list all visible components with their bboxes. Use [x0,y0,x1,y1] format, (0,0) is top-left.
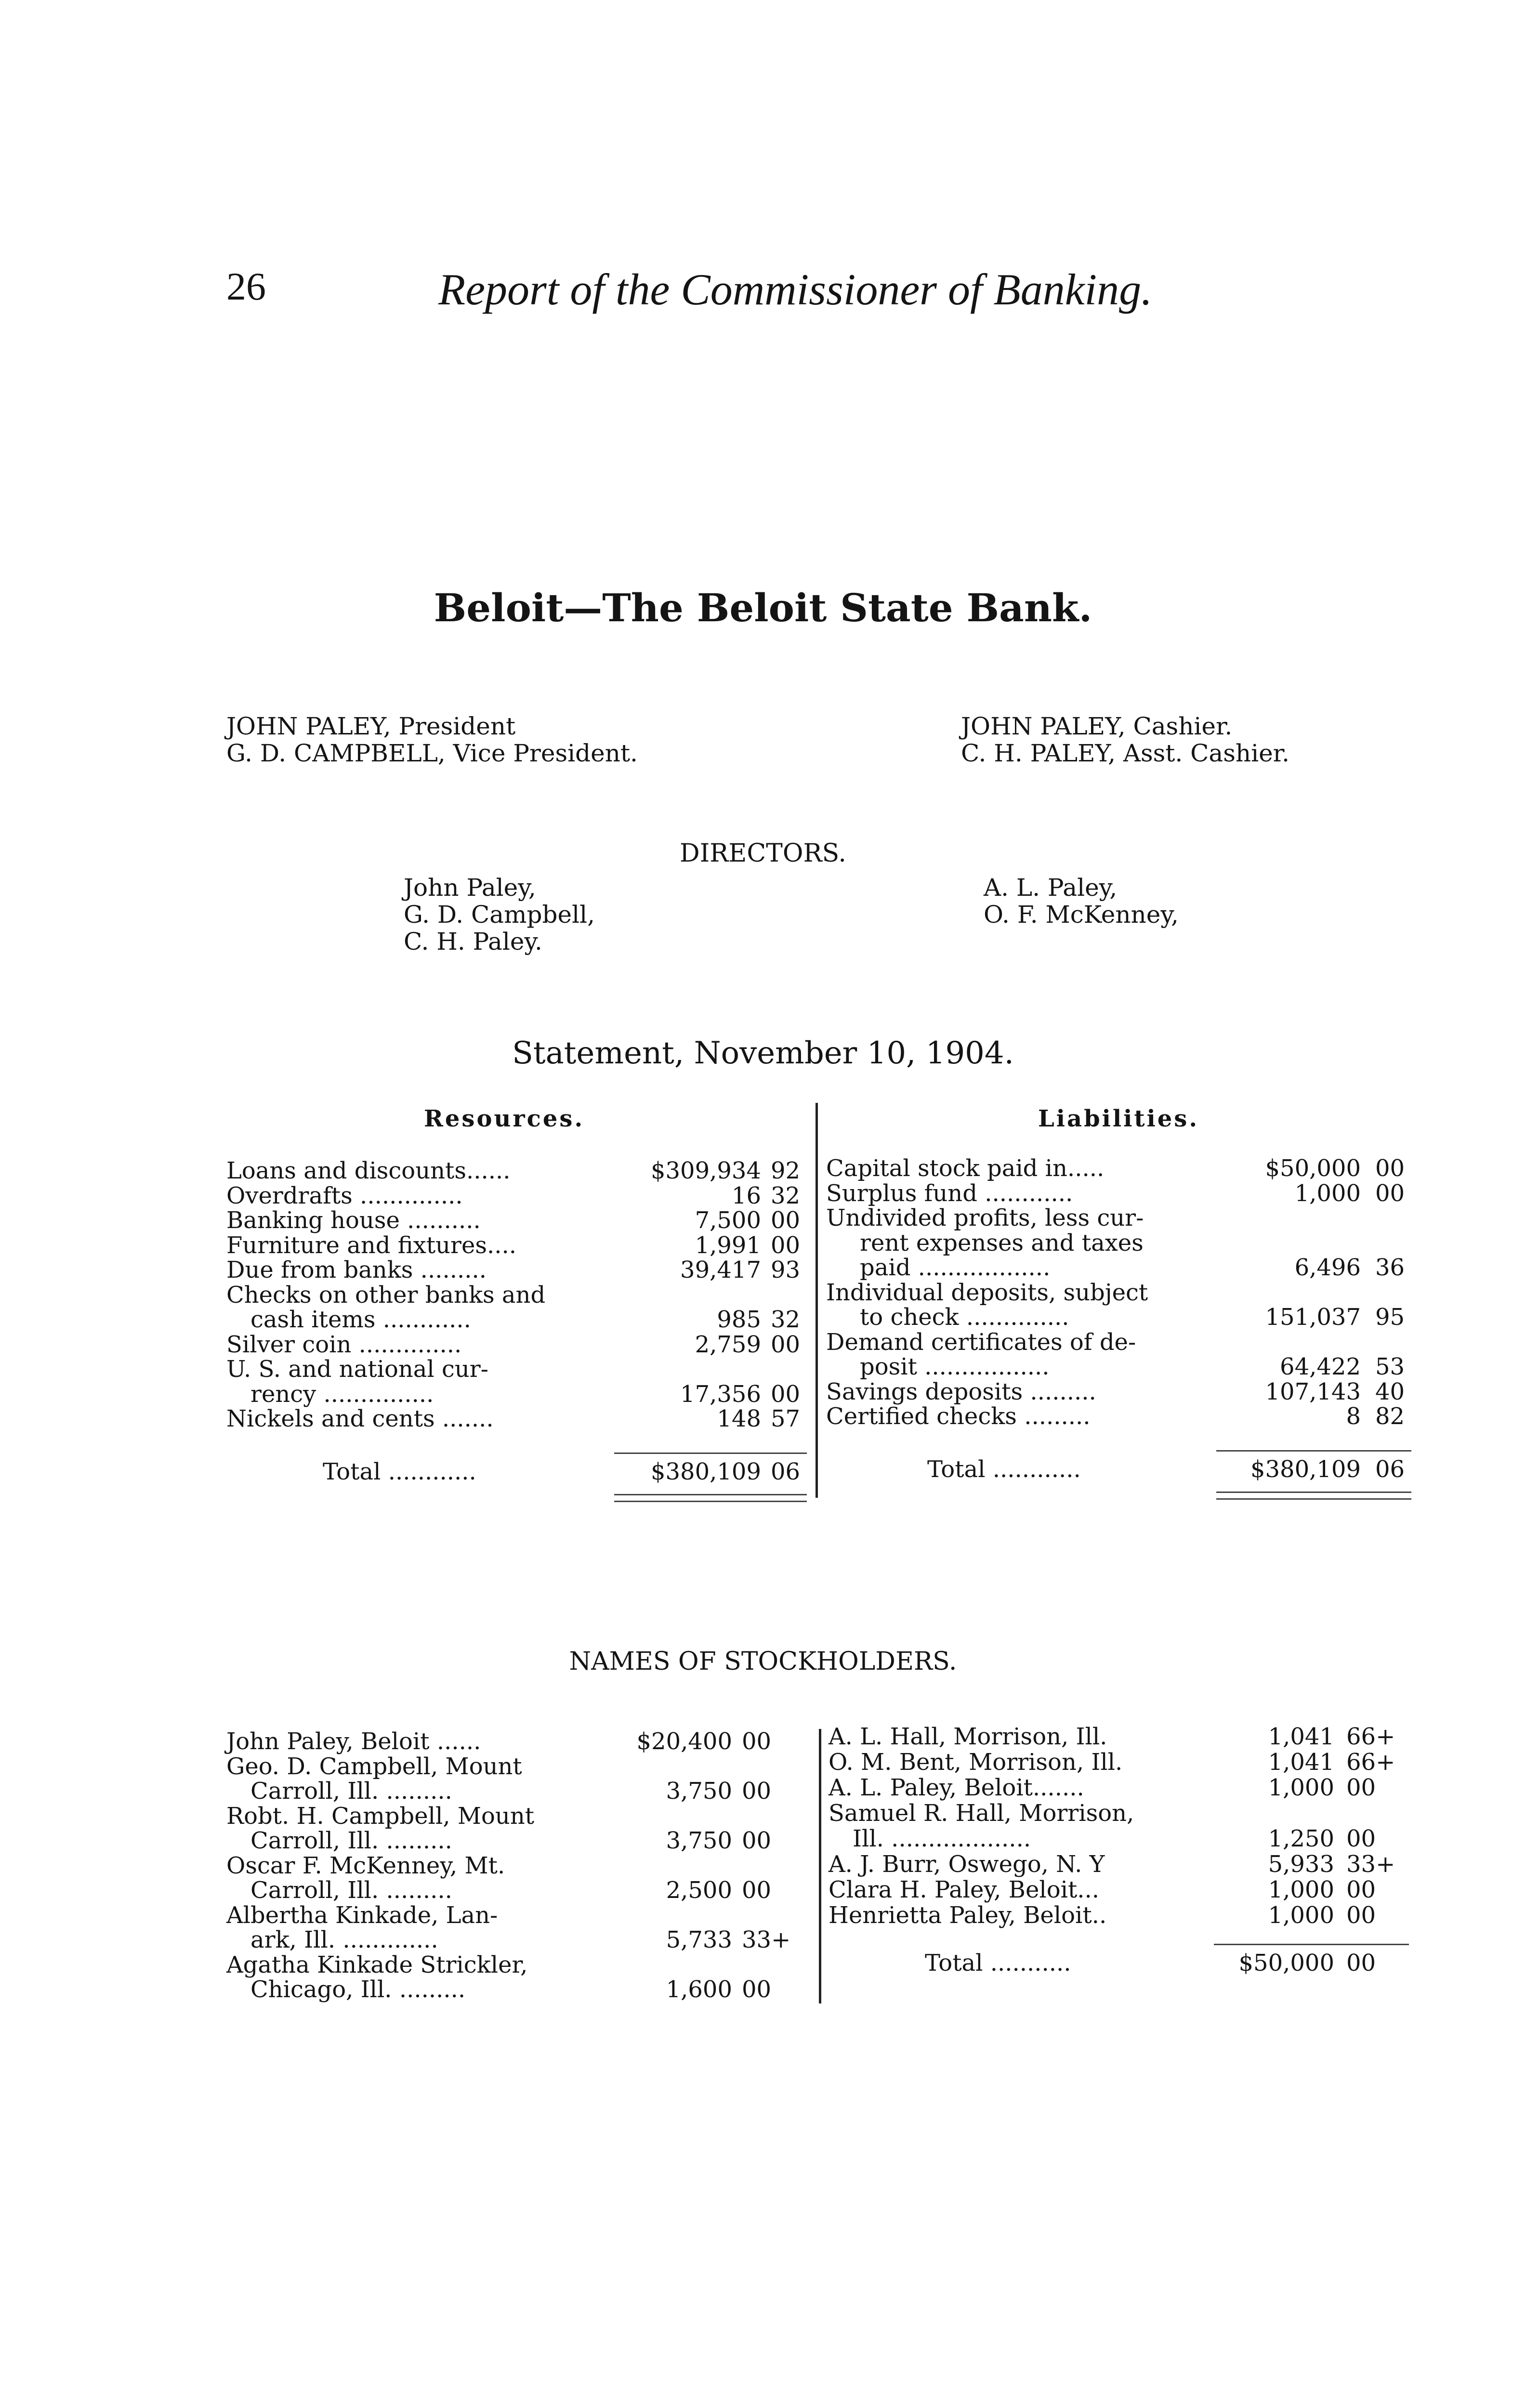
amount-cents: 00 [742,1877,772,1904]
amount-dollars: 39,417 [680,1256,761,1283]
stockholder-row [226,1804,809,1829]
entry-label: Samuel R. Hall, Morrison, [829,1800,1134,1827]
entry-label: Certified checks ......... [826,1403,1091,1430]
officers-right [961,713,1289,767]
entry-label: rency ............... [250,1380,434,1408]
amount-dollars: 1,000 [1294,1179,1361,1207]
entry-label: Agatha Kinkade Strickler, [226,1951,528,1978]
amount-dollars: $50,000 [1265,1155,1361,1182]
amount-cents: 92 [771,1157,801,1184]
amount-cents: 40 [1375,1378,1405,1405]
entry-label: paid .................. [860,1254,1051,1281]
resources-title: Resources. [424,1105,585,1132]
entry-label: A. J. Burr, Oswego, N. Y [829,1851,1105,1878]
officer-vice-president: G. D. CAMPBELL, Vice President. [226,739,638,767]
amount-dollars: 1,041 [1268,1749,1334,1776]
page-number: 26 [226,264,266,308]
liability-row [826,1255,1414,1280]
amount-dollars: 107,143 [1265,1378,1361,1405]
liability-row [826,1280,1414,1305]
directors-heading: DIRECTORS. [680,839,846,868]
stockholder-row [226,1927,809,1952]
total-rule [1216,1450,1411,1452]
entry-label: O. M. Bent, Morrison, Ill. [829,1749,1123,1776]
entry-label: A. L. Hall, Morrison, Ill. [829,1723,1107,1750]
total-cents: 00 [1346,1950,1376,1976]
amount-dollars: 148 [717,1405,761,1432]
total-dollars: $380,109 [1250,1456,1361,1483]
liability-row [826,1305,1414,1330]
resource-row [226,1332,809,1357]
stockholder-row [829,1775,1414,1800]
resource-row [226,1357,809,1382]
officer-president: JOHN PALEY, President [226,712,516,740]
amount-dollars: $309,934 [650,1157,761,1184]
resource-row [226,1158,809,1183]
total-dollars: $50,000 [1238,1950,1334,1976]
amount-dollars: 3,750 [666,1827,732,1854]
entry-label: Clara H. Paley, Beloit... [829,1876,1100,1903]
director: G. D. Campbell, [404,901,595,929]
double-rule [614,1501,807,1502]
officer-asst-cashier: C. H. PALEY, Asst. Cashier. [961,739,1289,767]
entry-label: Banking house .......... [226,1207,481,1234]
total-dollars: $380,109 [650,1458,761,1485]
amount-cents: 00 [1346,1825,1376,1852]
amount-dollars: 5,733 [666,1926,732,1953]
entry-label: Furniture and fixtures.... [226,1231,517,1259]
liability-row [826,1379,1414,1404]
stockholder-row [226,1729,809,1754]
amount-cents: 00 [771,1331,801,1358]
amount-cents: 00 [771,1380,801,1408]
amount-cents: 82 [1375,1403,1405,1430]
entry-label: Capital stock paid in..... [826,1155,1105,1182]
entry-label: Undivided profits, less cur- [826,1204,1144,1231]
amount-dollars: 3,750 [666,1778,732,1805]
entry-label: Due from banks ......... [226,1256,487,1283]
amount-dollars: 1,991 [695,1231,761,1259]
amount-cents: 00 [742,1778,772,1805]
amount-dollars: 5,933 [1268,1851,1334,1878]
stockholder-row [226,1754,809,1779]
amount-dollars: 1,250 [1268,1825,1334,1852]
amount-cents: 00 [742,1728,772,1755]
amount-dollars: 2,759 [695,1331,761,1358]
total-rule [614,1453,807,1454]
entry-label: Carroll, Ill. ......... [250,1778,452,1805]
total-label: Total ........... [925,1950,1071,1976]
entry-label: Nickels and cents ....... [226,1405,494,1432]
resource-row [226,1257,809,1283]
entry-label: Overdrafts .............. [226,1182,463,1209]
liability-row [826,1230,1414,1256]
amount-dollars: 1,000 [1268,1902,1334,1929]
resource-row [226,1233,809,1258]
amount-cents: 00 [771,1207,801,1234]
running-title: Report of the Commissioner of Banking. [438,265,1153,314]
total-cents: 06 [1375,1456,1405,1483]
directors-left [404,874,595,955]
entry-label: Oscar F. McKenney, Mt. [226,1852,505,1879]
double-rule [1216,1492,1411,1493]
director: O. F. McKenney, [984,901,1179,929]
director: John Paley, [404,874,536,902]
amount-dollars: 16 [731,1182,761,1209]
amount-cents: 00 [1346,1902,1376,1929]
double-rule [614,1494,807,1495]
entry-label: Geo. D. Campbell, Mount [226,1753,522,1780]
total-cents: 06 [771,1458,801,1485]
entry-label: ark, Ill. ............. [250,1926,438,1953]
amount-dollars: 1,000 [1268,1774,1334,1801]
liability-row [826,1404,1414,1429]
amount-dollars: 17,356 [680,1380,761,1408]
statement-divider [816,1103,818,1498]
stockholder-row [226,1903,809,1928]
entry-label: Surplus fund ............ [826,1179,1073,1207]
stockholders-divider [819,1729,821,2003]
entry-label: A. L. Paley, Beloit....... [829,1774,1084,1801]
amount-cents: 53 [1375,1353,1405,1380]
amount-cents: 33+ [742,1926,791,1953]
stockholder-row [226,1878,809,1903]
total-label: Total ............ [927,1456,1081,1483]
amount-dollars: $20,400 [636,1728,732,1755]
stockholder-row [226,1779,809,1804]
amount-dollars: 64,422 [1280,1353,1361,1380]
liability-row [826,1205,1414,1230]
amount-cents: 66+ [1346,1749,1395,1776]
amount-cents: 57 [771,1405,801,1432]
amount-cents: 36 [1375,1254,1405,1281]
liability-row [826,1354,1414,1379]
amount-dollars: 1,000 [1268,1876,1334,1903]
entry-label: Chicago, Ill. ......... [250,1976,466,2003]
liability-row [826,1156,1414,1181]
stockholder-row [829,1801,1414,1826]
director: C. H. Paley. [404,928,542,955]
amount-dollars: 7,500 [695,1207,761,1234]
amount-cents: 32 [771,1182,801,1209]
entry-label: to check .............. [860,1304,1069,1331]
stockholder-row [226,1853,809,1878]
entry-label: Checks on other banks and [226,1281,546,1309]
amount-dollars: 151,037 [1265,1304,1361,1331]
amount-cents: 00 [1375,1155,1405,1182]
entry-label: Carroll, Ill. ......... [250,1827,452,1854]
amount-cents: 33+ [1346,1851,1395,1878]
total-rule [1214,1944,1409,1945]
resource-row [226,1283,809,1308]
entry-label: posit ................. [860,1353,1050,1380]
liabilities-title: Liabilities. [1038,1105,1199,1132]
total-label: Total ............ [323,1458,476,1485]
amount-cents: 00 [742,1827,772,1854]
amount-cents: 00 [1346,1876,1376,1903]
resource-row [226,1406,809,1431]
amount-dollars: 2,500 [666,1877,732,1904]
entry-label: Robt. H. Campbell, Mount [226,1802,535,1830]
entry-label: Loans and discounts...... [226,1157,511,1184]
page-header [226,264,1301,322]
resource-row [226,1307,809,1332]
total-row [226,1459,809,1484]
entry-label: Silver coin .............. [226,1331,462,1358]
stockholder-row [829,1750,1414,1775]
amount-dollars: 1,041 [1268,1723,1334,1750]
amount-cents: 00 [1346,1774,1376,1801]
amount-cents: 32 [771,1306,801,1333]
stockholder-row [226,1828,809,1853]
amount-dollars: 8 [1346,1403,1361,1430]
total-row [829,1950,1414,1976]
stockholder-row [226,1977,809,2002]
amount-cents: 00 [771,1231,801,1259]
entry-label: Individual deposits, subject [826,1279,1148,1306]
stockholder-row [829,1877,1414,1902]
total-row [826,1457,1414,1482]
entry-label: Ill. ................... [853,1825,1031,1852]
amount-cents: 95 [1375,1304,1405,1331]
statement-heading: Statement, November 10, 1904. [512,1035,1014,1071]
liability-row [826,1330,1414,1355]
amount-cents: 93 [771,1256,801,1283]
entry-label: cash items ............ [250,1306,471,1333]
directors-right [984,874,1179,928]
stockholders-heading: NAMES OF STOCKHOLDERS. [569,1647,957,1676]
amount-cents: 00 [742,1976,772,2003]
amount-cents: 66+ [1346,1723,1395,1750]
amount-dollars: 6,496 [1294,1254,1361,1281]
stockholder-row [829,1826,1414,1851]
stockholder-row [226,1952,809,1977]
officers-left [226,713,638,767]
stockholder-row [829,1852,1414,1877]
resource-row [226,1382,809,1407]
entry-label: Henrietta Paley, Beloit.. [829,1902,1107,1929]
entry-label: Savings deposits ......... [826,1378,1096,1405]
resource-row [226,1208,809,1233]
resource-row [226,1183,809,1208]
entry-label: Albertha Kinkade, Lan- [226,1901,498,1929]
entry-label: U. S. and national cur- [226,1356,488,1383]
liability-row [826,1181,1414,1206]
entry-label: rent expenses and taxes [860,1229,1144,1256]
entry-label: John Paley, Beloit ...... [226,1728,481,1755]
amount-dollars: 1,600 [666,1976,732,2003]
director: A. L. Paley, [984,874,1118,902]
officer-cashier: JOHN PALEY, Cashier. [961,712,1233,740]
bank-title: Beloit—The Beloit State Bank. [434,585,1092,630]
amount-dollars: 985 [717,1306,761,1333]
entry-label: Demand certificates of de- [826,1328,1136,1356]
amount-cents: 00 [1375,1179,1405,1207]
entry-label: Carroll, Ill. ......... [250,1877,452,1904]
stockholder-row [829,1903,1414,1928]
double-rule [1216,1498,1411,1500]
stockholder-row [829,1724,1414,1749]
